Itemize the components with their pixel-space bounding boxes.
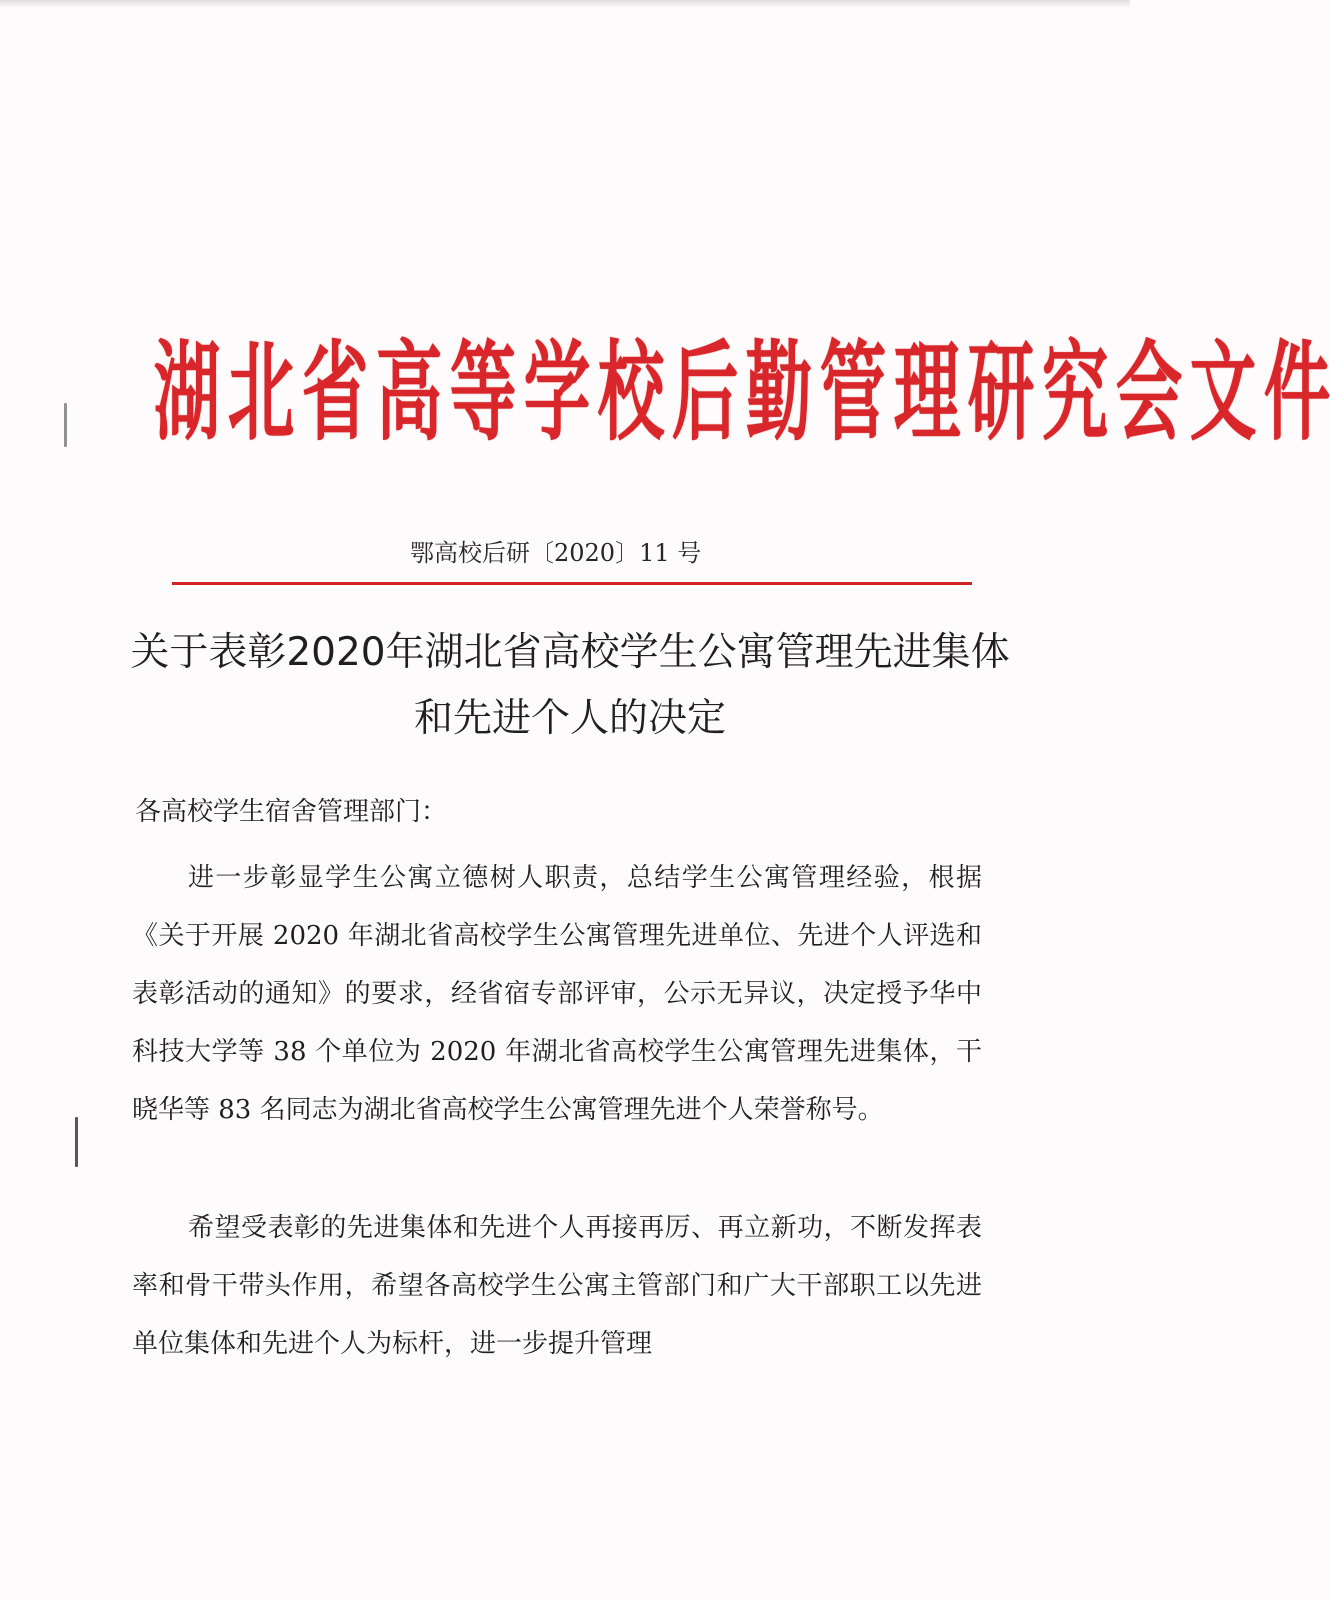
header-title-char: 研 bbox=[967, 330, 1035, 456]
header-title-char: 勤 bbox=[745, 330, 813, 456]
salutation: 各高校学生宿舍管理部门： bbox=[135, 797, 448, 827]
document-title: 关于表彰2020年湖北省高校学生公寓管理先进集体和先进个人的决定 bbox=[130, 630, 1010, 741]
header-title-char: 究 bbox=[1041, 330, 1109, 456]
header-title-char: 省 bbox=[301, 330, 369, 456]
header-title-char: 学 bbox=[523, 330, 591, 456]
header-title-char: 等 bbox=[449, 330, 517, 456]
binding-mark bbox=[64, 403, 67, 447]
header-title-char: 理 bbox=[893, 330, 961, 456]
header-title-char: 文 bbox=[1189, 330, 1257, 456]
header-title-char: 管 bbox=[819, 330, 887, 456]
header-title-char: 北 bbox=[227, 330, 295, 456]
header-title-char: 件 bbox=[1263, 330, 1330, 456]
header-title-char: 高 bbox=[375, 330, 443, 456]
body-paragraph: 进一步彰显学生公寓立德树人职责，总结学生公寓管理经验，根据《关于开展 2020 年湖北省高校学生公寓管理先进单位、先进个人评选和表彰活动的通知》的要求，经省宿专部评审，公示无异议，决定授予华中科技大学等 38 个单位为 2020 年湖北省高校学生公寓管理先进集体，干晓华等 83 名同志为湖北省高校学生公寓管理先进个人荣誉称号。 bbox=[132, 863, 982, 1125]
header-title-char: 湖 bbox=[153, 330, 221, 456]
binding-mark bbox=[75, 1117, 78, 1167]
organization-header-title bbox=[150, 328, 1330, 458]
red-separator-line bbox=[172, 582, 972, 585]
header-title-char: 校 bbox=[597, 330, 665, 456]
body-paragraph: 希望受表彰的先进集体和先进个人再接再厉、再立新功，不断发挥表率和骨干带头作用，希望各高校学生公寓主管部门和广大干部职工以先进单位集体和先进个人为标杆，进一步提升管理 bbox=[132, 1213, 982, 1359]
scan-edge-shadow bbox=[0, 0, 1130, 8]
document-number: 鄂高校后研〔2020〕11 号 bbox=[410, 539, 702, 567]
header-title-char: 后 bbox=[671, 330, 739, 456]
header-title-char: 会 bbox=[1115, 330, 1183, 456]
